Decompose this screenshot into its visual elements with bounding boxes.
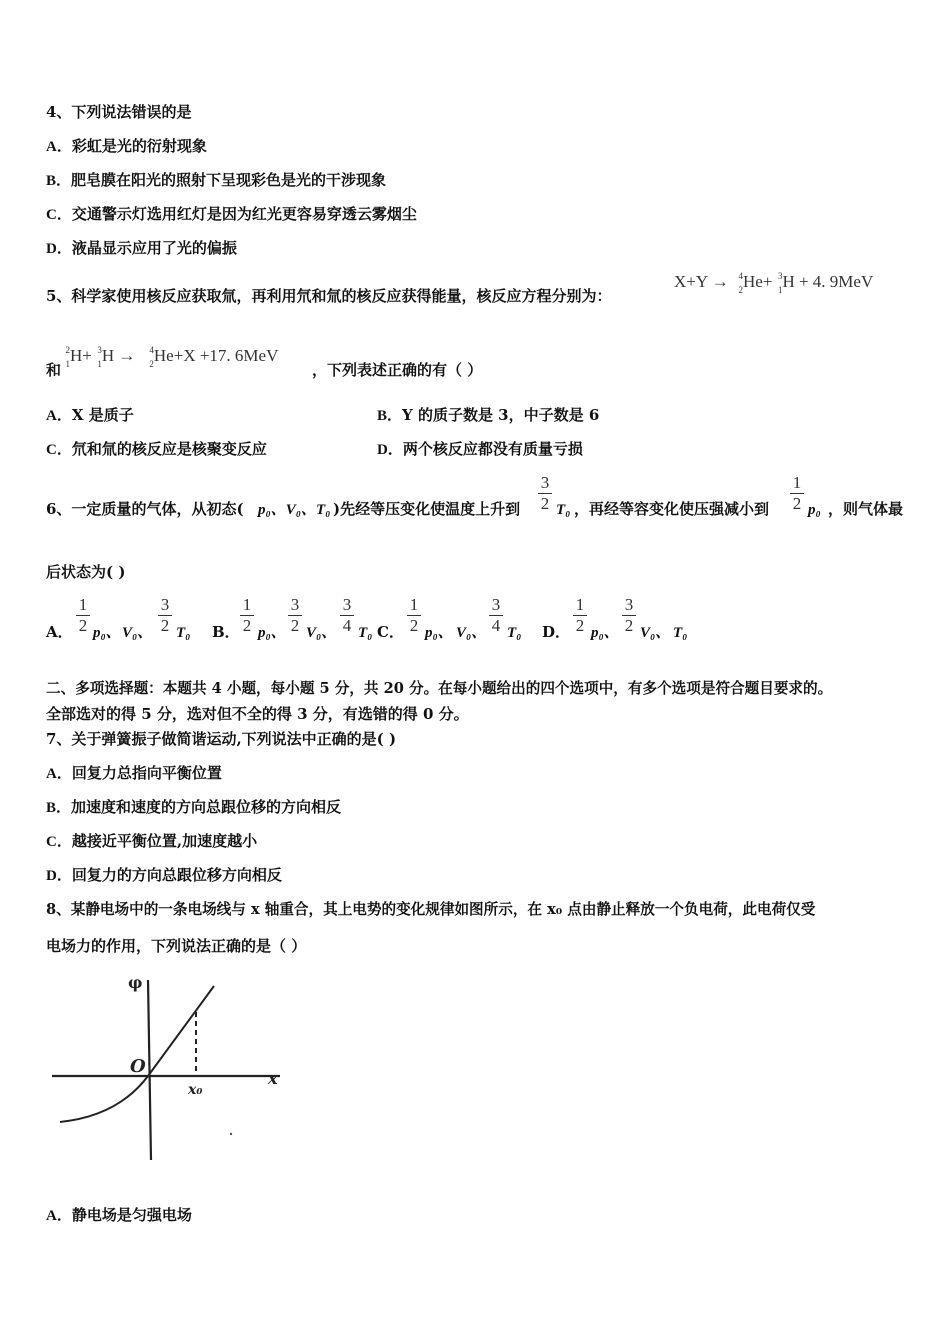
speck — [230, 1133, 232, 1135]
he-isotope — [144, 345, 154, 370]
frac-3-4 — [489, 596, 503, 635]
t0-var: T₀ — [507, 625, 522, 641]
numerator: 1 — [76, 596, 90, 616]
denominator: 2 — [290, 616, 300, 635]
frac-3-4 — [340, 596, 354, 635]
option-text: Y 的质子数是 3，中子数是 6 — [402, 406, 600, 424]
option-text: 彩虹是光的衍射现象 — [71, 137, 207, 155]
v0-var: V₀、 — [306, 625, 337, 641]
denominator: 2 — [409, 616, 419, 635]
frac-3-2 — [622, 596, 636, 635]
option-letter: C． — [46, 834, 72, 850]
frac-1-2 — [407, 596, 421, 635]
option-text: 氘和氚的核反应是核聚变反应 — [71, 440, 267, 458]
q6-option-a-letter: A． — [46, 623, 73, 641]
eq2-h3: H → — [101, 346, 136, 365]
denominator: 2 — [78, 616, 88, 635]
q6-option-b-letter: B． — [212, 623, 240, 641]
q8-stem-2: 电场力的作用，下列说法正确的是（ ） — [46, 937, 307, 955]
phi-label: φ — [128, 973, 143, 992]
option-text: 静电场是匀强电场 — [71, 1206, 192, 1224]
opt-d-v0 — [640, 622, 670, 643]
option-letter: B． — [377, 408, 403, 424]
potential-curve-negative — [60, 1076, 148, 1122]
mass-number: 3 — [777, 271, 783, 282]
eq1-he: He+ — [743, 272, 773, 291]
option-letter: C． — [46, 207, 72, 223]
q7-option-d — [46, 865, 282, 886]
mass-number: 2 — [65, 345, 70, 356]
section2-line2: 全部选对的得 5 分，选对但不全的得 3 分，有选错的得 0 分。 — [46, 705, 469, 723]
numerator: 3 — [340, 596, 354, 616]
eq1-lhs: X+Y → — [674, 272, 729, 291]
q6-stem-c: ，再经等容变化使压强减小到 — [574, 500, 770, 518]
q4-option-b — [46, 170, 386, 191]
opt-c-t0 — [507, 622, 521, 643]
denominator: 2 — [242, 616, 252, 635]
denominator: 2 — [624, 616, 634, 635]
q6-p0 — [808, 499, 821, 520]
q6-frac-3-2 — [538, 474, 552, 513]
q5-option-a — [46, 405, 134, 426]
option-letter: A． — [46, 1208, 72, 1224]
opt-d-t0 — [673, 622, 687, 643]
q5-equation-2 — [60, 345, 279, 370]
frac-1-2 — [573, 596, 587, 635]
numerator: 1 — [240, 596, 254, 616]
q4-option-a — [46, 136, 207, 157]
q4-option-d — [46, 238, 237, 259]
denominator: 2 — [575, 616, 585, 635]
atomic-number: 2 — [738, 285, 744, 296]
numerator: 3 — [489, 596, 503, 616]
opt-b-t0 — [358, 622, 372, 643]
q7-stem: 7、关于弹簧振子做简谐运动,下列说法中正确的是( ) — [46, 730, 397, 748]
q6-stem-vars — [258, 499, 330, 520]
frac-3-2 — [288, 596, 302, 635]
t0-var: T₀ — [358, 625, 373, 641]
p0-var: p₀、 — [93, 625, 121, 641]
t0-var: T₀ — [673, 625, 688, 641]
x0-label: x₀ — [188, 1082, 203, 1098]
option-text: 越接近平衡位置,加速度越小 — [71, 832, 258, 850]
v0-var: V₀、 — [640, 625, 671, 641]
potential-line-positive — [148, 986, 214, 1076]
phi-axis — [148, 980, 151, 1160]
denominator: 2 — [160, 616, 170, 635]
q6-option-d-letter: D． — [542, 623, 571, 641]
eq1-rest: H + 4. 9MeV — [782, 272, 874, 291]
q6-stem-e: 后状态为( ) — [46, 563, 126, 581]
t0-var: T₀ — [176, 625, 191, 641]
opt-b-p0 — [258, 622, 286, 643]
q6-option-c-letter: C． — [377, 623, 404, 641]
q7-option-a — [46, 763, 222, 784]
v0-var: V₀、 — [122, 625, 153, 641]
option-letter: A． — [46, 139, 72, 155]
q6-stem-b: )先经等压变化使温度上升到 — [333, 500, 521, 518]
x-axis-label: x — [268, 1069, 278, 1088]
denominator: 4 — [491, 616, 501, 635]
option-text: 交通警示灯选用红灯是因为红光更容易穿透云雾烟尘 — [71, 205, 417, 223]
initial-state-vars: p₀、V₀、T₀ — [258, 502, 331, 518]
q6-stem-d: ，则气体最 — [828, 500, 904, 518]
q8-option-a — [46, 1205, 192, 1226]
t0-var: T₀ — [556, 502, 571, 518]
atomic-number: 1 — [97, 359, 102, 370]
option-text: 两个核反应都没有质量亏损 — [402, 440, 583, 458]
atomic-number: 1 — [65, 359, 70, 370]
option-text: 回复力的方向总跟位移方向相反 — [71, 866, 282, 884]
eq2-h2: H+ — [70, 346, 92, 365]
option-letter: D． — [46, 241, 72, 257]
p0-var: p₀、 — [425, 625, 453, 641]
eq2-rest: He+X +17. 6MeV — [153, 346, 279, 365]
opt-a-p0 — [93, 622, 121, 643]
q6-stem-a: 6、一定质量的气体，从初态( — [46, 500, 244, 518]
q6-t0 — [556, 499, 570, 520]
numerator: 3 — [538, 474, 552, 494]
q5-option-d — [377, 439, 583, 460]
q5-equation-1 — [674, 271, 874, 296]
q5-stem: 5、科学家使用核反应获取氚，再利用氘和氚的核反应获得能量，核反应方程分别为： — [46, 287, 612, 305]
numerator: 1 — [573, 596, 587, 616]
option-letter: C． — [46, 442, 72, 458]
option-letter: B． — [46, 800, 72, 816]
denominator: 4 — [342, 616, 352, 635]
opt-b-v0 — [306, 622, 336, 643]
section2-line1: 二、多项选择题：本题共 4 小题，每小题 5 分，共 20 分。在每小题给出的四个选项中，有多个选项是符合题目要求的。 — [46, 680, 833, 697]
option-letter: A． — [46, 408, 72, 424]
option-letter: D． — [46, 868, 72, 884]
option-letter: A． — [46, 766, 72, 782]
option-text: X 是质子 — [71, 406, 134, 424]
numerator: 1 — [407, 596, 421, 616]
h-isotope — [772, 271, 783, 296]
atomic-number: 2 — [149, 359, 154, 370]
option-text: 肥皂膜在阳光的照射下呈现彩色是光的干涉现象 — [71, 171, 387, 189]
frac-1-2 — [240, 596, 254, 635]
opt-a-v0 — [122, 622, 152, 643]
mass-number: 3 — [97, 345, 102, 356]
h3-isotope — [92, 345, 102, 370]
atomic-number: 1 — [777, 285, 783, 296]
he-isotope — [733, 271, 744, 296]
numerator: 3 — [158, 596, 172, 616]
q5-tail: ，下列表述正确的有（ ） — [312, 361, 483, 379]
p0-var: p₀、 — [591, 625, 619, 641]
denominator: 2 — [540, 494, 550, 513]
q5-option-c — [46, 439, 267, 460]
option-letter: B． — [46, 173, 72, 189]
numerator: 3 — [288, 596, 302, 616]
option-text: 加速度和速度的方向总跟位移的方向相反 — [71, 798, 342, 816]
frac-1-2 — [76, 596, 90, 635]
q5-and: 和 — [46, 361, 62, 379]
q6-frac-1-2 — [790, 474, 804, 513]
frac-3-2 — [158, 596, 172, 635]
denominator: 2 — [792, 494, 802, 513]
mass-number: 4 — [149, 345, 154, 356]
q8-stem-1: 8、某静电场中的一条电场线与 x 轴重合，其上电势的变化规律如图所示，在 x₀ 点由静止释放一个负电荷，此电荷仅受 — [46, 901, 816, 918]
q7-option-c — [46, 831, 257, 852]
p0-var: p₀ — [808, 502, 821, 518]
option-letter: D． — [377, 442, 403, 458]
origin-label: O — [130, 1056, 146, 1077]
opt-c-v0 — [456, 622, 486, 643]
numerator: 3 — [622, 596, 636, 616]
opt-d-p0 — [591, 622, 619, 643]
option-text: 回复力总指向平衡位置 — [71, 764, 222, 782]
opt-a-t0 — [176, 622, 190, 643]
numerator: 1 — [790, 474, 804, 494]
h2-isotope — [60, 345, 70, 370]
q4-option-c — [46, 204, 417, 225]
option-text: 液晶显示应用了光的偏振 — [71, 239, 237, 257]
mass-number: 4 — [738, 271, 744, 282]
q5-option-b — [377, 405, 599, 426]
potential-graph — [48, 968, 298, 1168]
v0-var: V₀、 — [456, 625, 487, 641]
opt-c-p0 — [425, 622, 453, 643]
q4-stem: 4、下列说法错误的是 — [46, 103, 192, 121]
p0-var: p₀、 — [258, 625, 286, 641]
q7-option-b — [46, 797, 341, 818]
